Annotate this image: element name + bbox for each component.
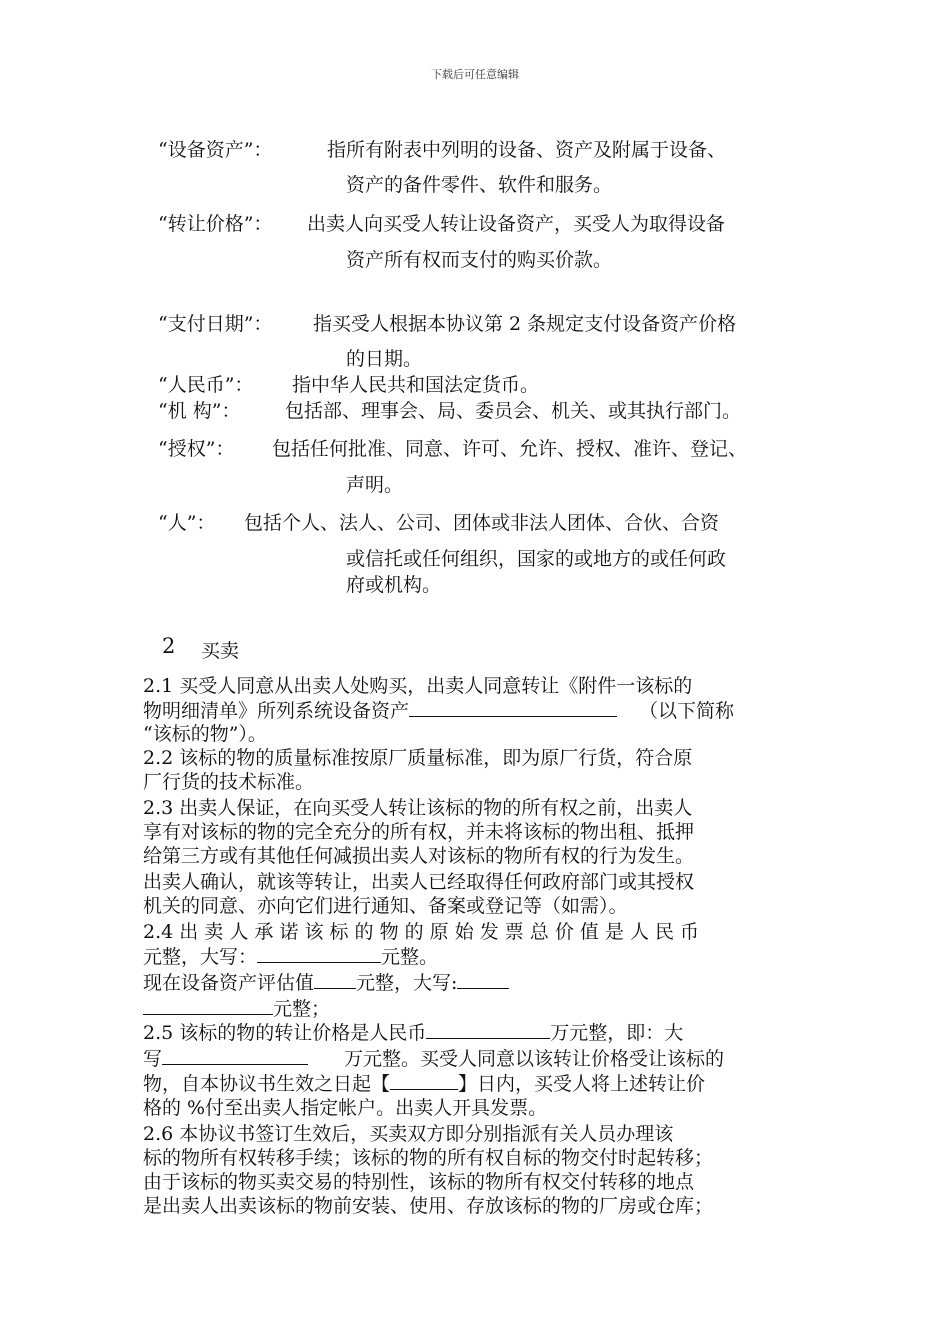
definition-text: 或信托或任何组织，国家的或地方的或任何政 xyxy=(346,548,727,570)
clause-text: 写 xyxy=(143,1048,163,1070)
definition-term: “设备资产”： xyxy=(158,139,273,161)
blank-line xyxy=(314,970,356,989)
definition-term: “转让价格”： xyxy=(158,213,273,235)
clause-text: 万元整，即：大 xyxy=(550,1022,684,1044)
definition-text: 出卖人向买受人转让设备资产，买受人为取得设备 xyxy=(307,213,726,235)
clause-line xyxy=(143,944,438,969)
clause-line xyxy=(143,698,734,723)
clause-line: 出卖人确认，就该等转让，出卖人已经取得任何政府部门或其授权 xyxy=(143,871,695,893)
clause-text: 元整，大写: xyxy=(356,972,458,994)
section-title: 买卖 xyxy=(201,640,240,662)
clause-text: 物，自本协议书生效之日起【 xyxy=(143,1073,391,1095)
definition-term: “授权”： xyxy=(158,438,235,460)
clause-text: 万元整。买受人同意以该转让价格受让该标的 xyxy=(344,1048,725,1070)
clause-line: 厂行货的技术标准。 xyxy=(143,771,315,793)
definition-text: 府或机构。 xyxy=(346,574,442,596)
clause-line xyxy=(143,970,509,995)
definition-text: 包括个人、法人、公司、团体或非法人团体、合伙、合资 xyxy=(244,512,720,534)
clause-line: 格的 %付至出卖人指定帐户。出卖人开具发票。 xyxy=(143,1097,548,1119)
definition-term: “人民币”： xyxy=(158,374,254,396)
blank-line xyxy=(162,1046,308,1065)
clause-text: （以下简称 xyxy=(639,700,735,722)
clause-line: 2.3 出卖人保证，在向买受人转让该标的物的所有权之前，出卖人 xyxy=(143,797,693,819)
clause-line xyxy=(143,1046,724,1071)
clause-line: 机关的同意、亦向它们进行通知、备案或登记等（如需）。 xyxy=(143,895,628,917)
clause-text: 元整； xyxy=(273,998,331,1020)
blank-line xyxy=(390,1071,458,1090)
clause-text: 元整，大写： xyxy=(143,946,258,968)
clause-line: 给第三方或有其他任何减损出卖人对该标的物所有权的行为发生。 xyxy=(143,845,695,867)
definition-text: 包括部、理事会、局、委员会、机关、或其执行部门。 xyxy=(285,400,742,422)
clause-line: 由于该标的物买卖交易的特别性，该标的物所有权交付转移的地点 xyxy=(143,1171,695,1193)
clause-line: 2.1 买受人同意从出卖人处购买，出卖人同意转让《附件一该标的 xyxy=(143,675,693,697)
clause-line: 是出卖人出卖该标的物前安装、使用、存放该标的物的厂房或仓库； xyxy=(143,1195,714,1217)
clause-text: 物明细清单》所列系统设备资产 xyxy=(143,700,410,722)
clause-line: 享有对该标的物的完全充分的所有权，并未将该标的物出租、抵押 xyxy=(143,821,695,843)
definition-text: 指中华人民共和国法定货币。 xyxy=(292,374,540,396)
blank-line xyxy=(257,944,381,963)
clause-line: 2.2 该标的物的质量标准按原厂质量标准，即为原厂行货，符合原 xyxy=(143,747,693,769)
definition-text: 声明。 xyxy=(346,474,404,496)
clause-line: 2.6 本协议书签订生效后，买卖双方即分别指派有关人员办理该 xyxy=(143,1123,674,1145)
definition-text: 指买受人根据本协议第 2 条规定支付设备资产价格 xyxy=(313,313,737,335)
section-number: 2 xyxy=(162,634,176,658)
blank-line xyxy=(143,996,273,1015)
definition-text: 资产所有权而支付的购买价款。 xyxy=(346,249,613,271)
clause-text: 】日内，买受人将上述转让价 xyxy=(458,1073,706,1095)
blank-line xyxy=(409,698,617,717)
definition-text: 的日期。 xyxy=(346,348,423,370)
definition-term: “支付日期”： xyxy=(158,313,273,335)
definition-text: 指所有附表中列明的设备、资产及附属于设备、 xyxy=(327,139,727,161)
clause-line xyxy=(143,1020,683,1045)
clause-line: 标的物所有权转移手续；该标的物的所有权自标的物交付时起转移； xyxy=(143,1147,714,1169)
clause-line: “该标的物”）。 xyxy=(143,723,267,745)
clause-text: 元整。 xyxy=(381,946,439,968)
definition-term: “机 构”： xyxy=(158,400,241,422)
clause-line xyxy=(143,996,330,1021)
clause-text: 2.5 该标的物的转让价格是人民币 xyxy=(143,1022,427,1044)
clause-line: 2.4 出 卖 人 承 诺 该 标 的 物 的 原 始 发 票 总 价 值 是 人 民 币 xyxy=(143,921,700,943)
definition-text: 包括任何批准、同意、许可、允许、授权、准许、登记、 xyxy=(272,438,748,460)
page-header: 下载后可任意编辑 xyxy=(431,68,519,81)
blank-line xyxy=(426,1020,550,1039)
blank-line xyxy=(457,970,509,989)
definition-text: 资产的备件零件、软件和服务。 xyxy=(346,174,613,196)
definition-term: “人”： xyxy=(158,512,216,534)
clause-text: 现在设备资产评估值 xyxy=(143,972,315,994)
clause-line xyxy=(143,1071,705,1096)
